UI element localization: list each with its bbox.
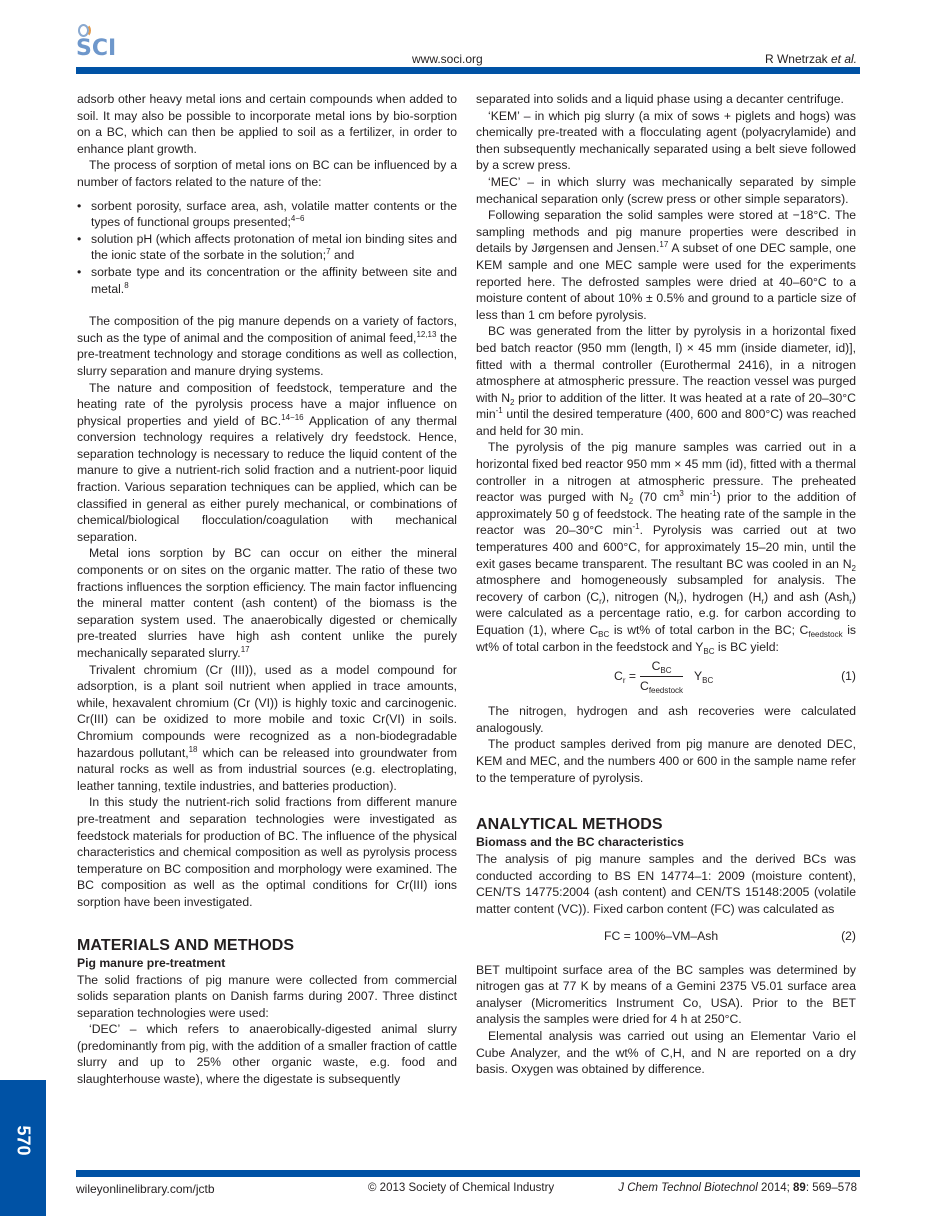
list-item: • solution pH (which affects protonation of metal ion binding sites and the ionic state of the sorbate in the solution;$^7$ and	[77, 231, 457, 264]
left-column	[77, 91, 457, 1088]
citation[interactable]: 18	[188, 744, 198, 754]
citation[interactable]: 12,13	[416, 329, 437, 339]
page-number: 570	[13, 1125, 34, 1156]
header-author	[765, 52, 857, 66]
paragraph: Following separation the solid samples were stored at −18°C. The sampling methods and pig manure properties were described in details by Jørgensen and Jensen.$^{17}$ A subset of one DEC sample, one KEM sample and one MEC sample were used for the experiments reported here. The defrosted samples were dried at 40–60°C to a moisture content of about 10% ± 0.5% and ground to a particle size of less than 1 cm before pyrolysis.	[476, 208, 856, 322]
equation-number: (2)	[841, 928, 856, 943]
paragraph: The nitrogen, hydrogen and ash recoveries were calculated analogously.	[476, 704, 856, 735]
sci-logo	[76, 22, 146, 64]
paragraph: The composition of the pig manure depends on a variety of factors, such as the type of animal and the composition of animal feed,$^{12,13}$ the pre-treatment technology and storage conditions as well as collection, slurry separation and manure drying systems.	[77, 314, 457, 378]
footer-rule	[76, 1170, 860, 1177]
author-etal: et al.	[830, 52, 857, 66]
list-item: • sorbate type and its concentration or the affinity between site and metal.$^8$	[77, 264, 457, 297]
list-item: • sorbent porosity, surface area, ash, volatile matter contents or the types of functional groups presented;$^{4-6}$	[77, 198, 457, 231]
paragraph: ‘KEM’ – in which pig slurry (a mix of sows + piglets and hogs) was chemically pre-treated with a flocculating agent (polyacrylamide) and then subsequently mechanically separated using a belt sieve followed by a screw press.	[476, 108, 856, 173]
paragraph: The solid fractions of pig manure were collected from commercial solids separation plants on Danish farms during 2007. Three distinct separation technologies were used:	[77, 972, 457, 1020]
citation[interactable]: 8	[124, 280, 129, 290]
right-column	[476, 91, 856, 1078]
logo-text: SCI	[76, 36, 117, 61]
citation[interactable]: 14−16	[281, 412, 304, 422]
footer-journal-url[interactable]: wileyonlinelibrary.com/jctb	[76, 1182, 215, 1196]
citation[interactable]: 17	[240, 645, 250, 654]
paragraph: Trivalent chromium (Cr (III)), used as a model compound for adsorption, is a plant soil nutrient when applied in trace amounts, while, hexavalent chromium (Cr (VI)) is highly toxic and carcinogenic. Cr(III) can be oxidized to more mobile and toxic Cr(VI) in soils. Chromium compounds were recognized as a non-biodegradable hazardous pollutant,$^{18}$ which can be released into groundwater from natural rocks as well as from industrial sources (e.g. electroplating, leather tanning, textile industries, and batteries production).	[77, 662, 457, 793]
paragraph: The process of sorption of metal ions on BC can be influenced by a number of factors related to the nature of the:	[77, 158, 457, 189]
equation-number: (1)	[841, 669, 856, 684]
paragraph: BC was generated from the litter by pyrolysis in a horizontal fixed bed batch reactor (950 mm (length, l) × 45 mm (inside diameter, id)], fitted with a thermal controller (Eurothermal 2416), in a nitrogen atmosphere at atmospheric pressure. The reaction vessel was purged with $N_2$ prior to addition of the litter. It was heated at a rate of 20–30°C $\min^{-1}$ until the desired temperature (400, 600 and 800°C) was reached and held for 30 min.	[476, 324, 856, 438]
subsection-heading: Biomass and the BC characteristics	[476, 835, 684, 850]
equation-expression: FC = 100%–VM–Ash	[604, 928, 719, 943]
paragraph: BET multipoint surface area of the BC samples was determined by nitrogen gas at 77 K by means of a Gemini 2375 V5.01 surface area analyser (Micromeritics Instrument Co, USA). Prior to the BET analysis the samples were dried for 4 h at 250°C.	[476, 962, 856, 1027]
paragraph: ‘MEC’ – in which slurry was mechanically separated by simple mechanical separation only (screw press or other simple separators).	[476, 174, 856, 206]
paragraph: ‘DEC’ – which refers to anaerobically-digested animal slurry (predominantly from pig, with the addition of a smaller fraction of cattle slurry and up to 25% other organic waste, e.g. food and slaughterhouse waste), where the digestate is subsequently	[77, 1022, 457, 1087]
section-heading: MATERIALS AND METHODS	[77, 936, 295, 954]
equation-fraction	[640, 658, 683, 694]
paragraph: adsorb other heavy metal ions and certain compounds when added to soil. It may also be possible to incorporate metal ions by bio-sorption on a BC, which can then be applied to soil as a fertilizer, in order to enhance plant growth.	[77, 92, 457, 156]
paragraph: separated into solids and a liquid phase using a decanter centrifuge.	[476, 92, 844, 106]
footer-copyright: © 2013 Society of Chemical Industry	[368, 1182, 555, 1194]
footer-citation: J Chem Technol Biotechnol 2014; 89: 569–578	[618, 1182, 857, 1194]
header-rule	[76, 67, 860, 74]
equation-yield: $Y_{BC}$	[694, 669, 714, 686]
subsection-heading: Pig manure pre-treatment	[77, 955, 226, 970]
section-heading: ANALYTICAL METHODS	[476, 816, 663, 834]
paragraph: Metal ions sorption by BC can occur on either the mineral components or on sites on the organic matter. The ratio of these two fractions influences the sorption efficiency. The main factor influencing the mineral matter content (ash content) of the biomass is the separation system used. The anaerobically digested or chemically pre-treated slurries have high ash content unlike the purely mechanically separated slurry.$^{17}$	[77, 546, 457, 660]
equation-2	[476, 928, 856, 950]
paragraph: The nature and composition of feedstock, temperature and the heating rate of the pyrolysis process have a major influence on physical properties and yield of BC.$^{14-16}$ Application of any thermal conversion technology requires a relatively dry feedstock. Hence, separation technology is necessary to reduce the liquid content of the manure to give a nutrient-rich solid fraction and a nutrient-poor liquid fraction. Various separation techniques can be applied, which can be classified in general as either purely mechanical, or combinations of chemical/biological flocculation/coagulation with mechanical separation.	[77, 380, 457, 544]
citation[interactable]: 4−6	[290, 214, 305, 224]
equation-lhs: $C_r$ =	[614, 669, 636, 686]
paragraph: The analysis of pig manure samples and the derived BCs was conducted according to BS EN 14774–1: 2009 (moisture content), CEN/TS 14775:2004 (ash content) and CEN/TS 15148:2005 (volatile matter content (VC)). Fixed carbon content (FC) was calculated as	[476, 852, 856, 916]
paragraph: The pyrolysis of the pig manure samples was carried out in a horizontal fixed bed reactor 950 mm × 45 mm (id), fitted with a thermal controller in a nitrogen at atmospheric pressure. The preheated reactor was purged with $N_2$ (70 $cm^3$ $\min^{-1}$) prior to the addition of approximately 50 g of feedstock. The heating rate of the sample in the reactor was 20–30°C $\min^{-1}$. Pyrolysis was carried out at two temperatures 400 and 600°C, for approximately 15–20 min, until the exit gases became transparent. The resultant BC was cooled in an $N_2$ atmosphere and homogeneously subsampled for analysis. The recovery of carbon $(C_r)$, nitrogen $(N_r)$, hydrogen $(H_r)$ and ash (Ash$_r$) were calculated as a percentage ratio, e.g. for carbon according to Equation (1), where $C_{BC}$ is wt% of total carbon in the BC; $C_{feedstock}$ is wt% of total carbon in the feedstock and $Y_{BC}$ is BC yield:	[476, 440, 857, 656]
citation[interactable]: 17	[659, 240, 669, 250]
factor-list	[77, 198, 457, 298]
author-name: R Wnetrzak	[764, 52, 831, 66]
citation[interactable]: 7	[326, 247, 331, 257]
paragraph: In this study the nutrient-rich solid fractions from different manure pre-treatment and separation technologies were investigated as feedstock materials for production of BC. The influence of the physical characteristics and chemical composition as well as pyrolysis process temperature on BC composition and morphology were examined. The BC composition as well as the optimal conditions for Cr(III) ions sorption have been investigated.	[77, 795, 457, 909]
fraction-denominator: $C_{feedstock}$	[640, 678, 684, 695]
paragraph: The product samples derived from pig manure are denoted DEC, KEM and MEC, and the numbers 400 or 600 in the sample name refer to the temperature of pyrolysis.	[476, 737, 856, 785]
equation-1	[476, 657, 856, 697]
fraction-numerator: $C_{BC}$	[640, 658, 683, 677]
page-number-tab	[0, 1080, 46, 1216]
paragraph: Elemental analysis was carried out using an Elementar Vario el Cube Analyzer, and the wt% of C,H, and N are reported on a dry basis. Oxygen was obtained by difference.	[476, 1028, 856, 1077]
header-url[interactable]: www.soci.org	[412, 52, 483, 66]
